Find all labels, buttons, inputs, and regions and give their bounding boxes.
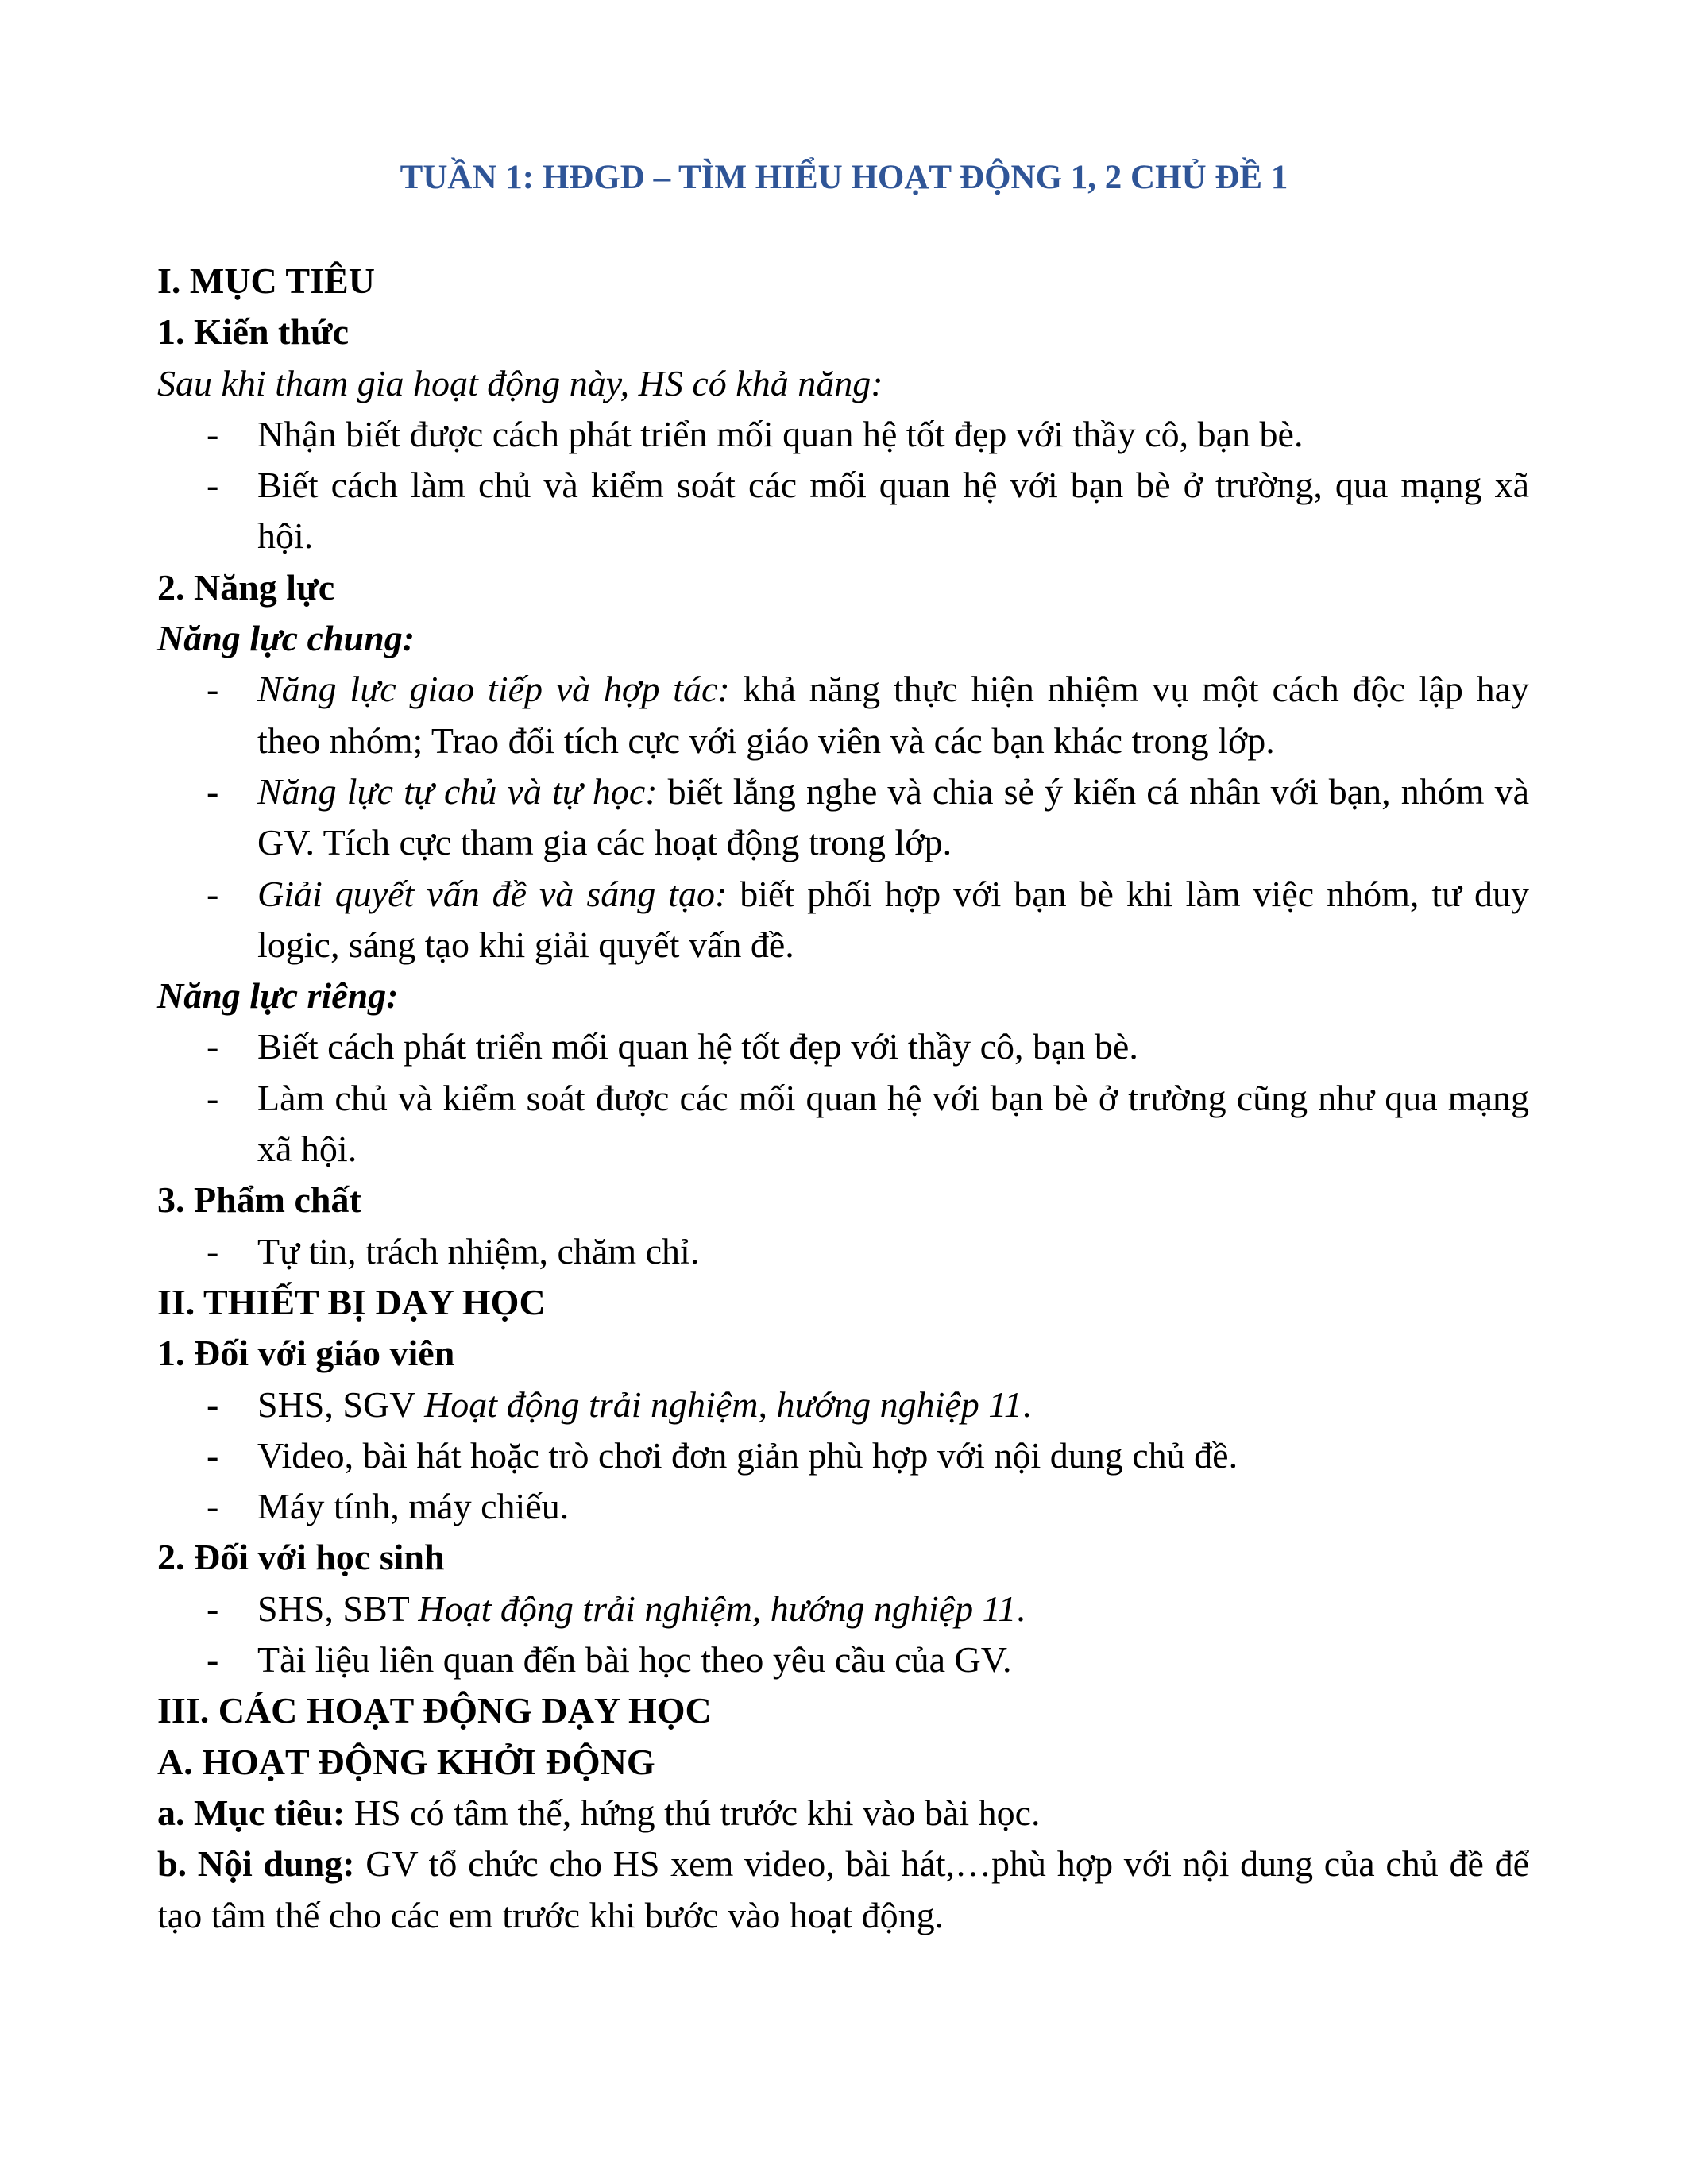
item-prefix: SHS, SGV <box>257 1383 425 1425</box>
book-title: Hoạt động trải nghiệm, hướng nghiệp 11 <box>418 1588 1017 1629</box>
qualities-list <box>157 1226 1529 1277</box>
list-item: - Tài liệu liên quan đến bài học theo yêu cầu của GV. <box>257 1634 1529 1685</box>
item-prefix: SHS, SBT <box>257 1588 419 1629</box>
activity-content <box>157 1839 1529 1941</box>
section-heading-activities: III. CÁC HOẠT ĐỘNG DẠY HỌC <box>157 1690 712 1731</box>
document-body <box>157 256 1529 1941</box>
specific-competence-heading: Năng lực riêng: <box>157 975 399 1017</box>
general-competence-heading: Năng lực chung: <box>157 618 415 659</box>
subheading-student: 2. Đối với học sinh <box>157 1537 445 1578</box>
subheading-knowledge: 1. Kiến thức <box>157 311 349 353</box>
list-item <box>257 664 1529 766</box>
item-suffix: . <box>1016 1588 1026 1629</box>
competence-text: biết phối hợp với bạn bè khi làm việc nhóm, tư duy logic, sáng tạo khi giải quyết vấn đề. <box>257 873 1529 965</box>
knowledge-intro: Sau khi tham gia hoạt động này, HS có khả năng: <box>157 362 883 403</box>
list-item: - Nhận biết được cách phát triển mối quan hệ tốt đẹp với thầy cô, bạn bè. <box>257 409 1529 460</box>
book-title: Hoạt động trải nghiệm, hướng nghiệp 11 <box>424 1383 1022 1425</box>
list-item <box>257 766 1529 869</box>
goal-label: a. Mục tiêu: <box>157 1792 346 1833</box>
list-item: - Biết cách phát triển mối quan hệ tốt đẹp với thầy cô, bạn bè. <box>257 1021 1529 1072</box>
specific-competence-list <box>157 1021 1529 1175</box>
list-item <box>257 1379 1529 1430</box>
item-suffix: . <box>1022 1383 1032 1425</box>
goal-text: HS có tâm thế, hứng thú trước khi vào bài học. <box>345 1792 1041 1833</box>
competence-label: Năng lực giao tiếp và hợp tác: <box>257 669 730 710</box>
student-equipment-list <box>157 1584 1529 1686</box>
list-item: - Làm chủ và kiểm soát được các mối quan hệ với bạn bè ở trường cũng như qua mạng xã hội. <box>257 1073 1529 1175</box>
list-item <box>257 869 1529 971</box>
section-heading-equipment: II. THIẾT BỊ DẠY HỌC <box>157 1281 546 1322</box>
subheading-teacher: 1. Đối với giáo viên <box>157 1333 455 1374</box>
content-label: b. Nội dung: <box>157 1843 355 1885</box>
subheading-qualities: 3. Phẩm chất <box>157 1179 361 1221</box>
activity-goal <box>157 1788 1529 1839</box>
competence-text: biết lắng nghe và chia sẻ ý kiến cá nhân với bạn, nhóm và GV. Tích cực tham gia các hoạt động trong lớp. <box>257 770 1529 863</box>
list-item <box>257 1584 1529 1634</box>
list-item: - Video, bài hát hoặc trò chơi đơn giản phù hợp với nội dung chủ đề. <box>257 1430 1529 1481</box>
list-item: - Biết cách làm chủ và kiểm soát các mối quan hệ với bạn bè ở trường, qua mạng xã hội. <box>257 460 1529 562</box>
section-heading-objectives: I. MỤC TIÊU <box>157 260 375 301</box>
content-text: GV tổ chức cho HS xem video, bài hát,…phù hợp với nội dung của chủ đề để tạo tâm thế cho các em trước khi bước vào hoạt động. <box>157 1843 1529 1935</box>
list-item: - Tự tin, trách nhiệm, chăm chỉ. <box>257 1226 1529 1277</box>
teacher-equipment-list <box>157 1379 1529 1533</box>
subheading-competence: 2. Năng lực <box>157 566 335 608</box>
competence-label: Giải quyết vấn đề và sáng tạo: <box>257 873 728 914</box>
list-item: - Máy tính, máy chiếu. <box>257 1481 1529 1532</box>
competence-text: khả năng thực hiện nhiệm vụ một cách độc lập hay theo nhóm; Trao đổi tích cực với giáo viên và các bạn khác trong lớp. <box>257 669 1529 761</box>
knowledge-list <box>157 409 1529 562</box>
document-title: TUẦN 1: HĐGD – TÌM HIỂU HOẠT ĐỘNG 1, 2 CHỦ ĐỀ 1 <box>400 159 1288 196</box>
general-competence-list <box>157 664 1529 970</box>
competence-label: Năng lực tự chủ và tự học: <box>257 770 658 812</box>
subheading-warmup: A. HOẠT ĐỘNG KHỞI ĐỘNG <box>157 1741 655 1782</box>
